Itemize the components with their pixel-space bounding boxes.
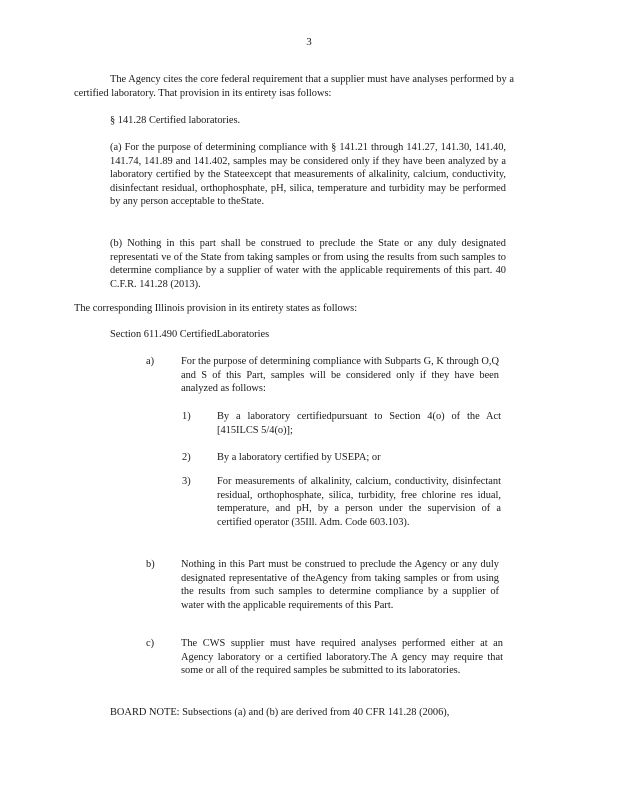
federal-quote-heading: § 141.28 Certified laboratories. — [110, 115, 241, 126]
corresponding-provision-intro: The corresponding Illinois provision in its entirety states as follows: — [74, 303, 358, 314]
subsection-a-item-3-text: For measurements of alkalinity, calcium, conductivity, disinfectant residual, orthophosphate, silica, turbidity, free chlorine res idual, temperature, and pH, by a person under the supervision of a certified operator (35Ill. Adm. Code 603.103). — [217, 476, 501, 528]
board-note: BOARD NOTE: Subsections (a) and (b) are derived from 40 CFR 141.28 (2006), — [110, 707, 450, 718]
subsection-a-text: For the purpose of determining compliance with Subparts G, K through O,Q and S of this Part, samples will be considered only if they have been analyzed as follows: — [181, 356, 499, 395]
federal-quote-paragraph-b — [110, 237, 506, 291]
subsection-b-label: b) — [146, 559, 155, 570]
page-number: 3 — [306, 36, 312, 48]
federal-quote-paragraph-b-text: (b) Nothing in this part shall be construed to preclude the State or any duly designated representati ve of the State from taking samples or from using the results from such samples to determine compliance by a supplier of water with the applicable requirements of this part. 40 C.F.R. 141.28 (2013). — [110, 238, 506, 290]
subsection-a-item-3-label: 3) — [182, 476, 191, 487]
subsection-b-text: Nothing in this Part must be construed to preclude the Agency or any duly designated representative of theAgency from taking samples or from using the results from such samples to determine compliance by a supplier of water with the applicable requirements of this Part. — [181, 559, 499, 611]
illinois-section-heading: Section 611.490 CertifiedLaboratories — [110, 329, 270, 340]
subsection-a-label: a) — [146, 356, 155, 367]
federal-quote-paragraph-a-text: (a) For the purpose of determining compliance with § 141.21 through 141.27, 141.30, 141.40, 141.74, 141.89 and 141.402, samples may be considered only if they have been analyzed by a laboratory certified by the Stateexcept that measurements of alkalinity, calcium, conductivity, disinfectant residual, orthophosphate, pH, silica, temperature and turbidity may be performed by any person acceptable to theState. — [110, 142, 506, 208]
federal-quote-paragraph-a — [110, 141, 506, 209]
subsection-c-label: c) — [146, 638, 155, 649]
subsection-a-item-1-text: By a laboratory certifiedpursuant to Section 4(o) of the Act [415ILCS 5/4(o)]; — [217, 411, 501, 436]
subsection-c-text: The CWS supplier must have required analyses performed either at an Agency laboratory or a certified laboratory.The A gency may require that some or all of the required samples be submitted to its laboratories. — [181, 638, 503, 677]
subsection-a-item-2-text: By a laboratory certified by USEPA; or — [217, 452, 381, 463]
intro-paragraph — [74, 73, 514, 100]
intro-text: The Agency cites the core federal requirement that a supplier must have analyses performed by a certified laboratory. That provision in its entirety isas follows: — [74, 74, 514, 99]
subsection-a-item-1-label: 1) — [182, 411, 191, 422]
subsection-a-item-2-label: 2) — [182, 452, 191, 463]
